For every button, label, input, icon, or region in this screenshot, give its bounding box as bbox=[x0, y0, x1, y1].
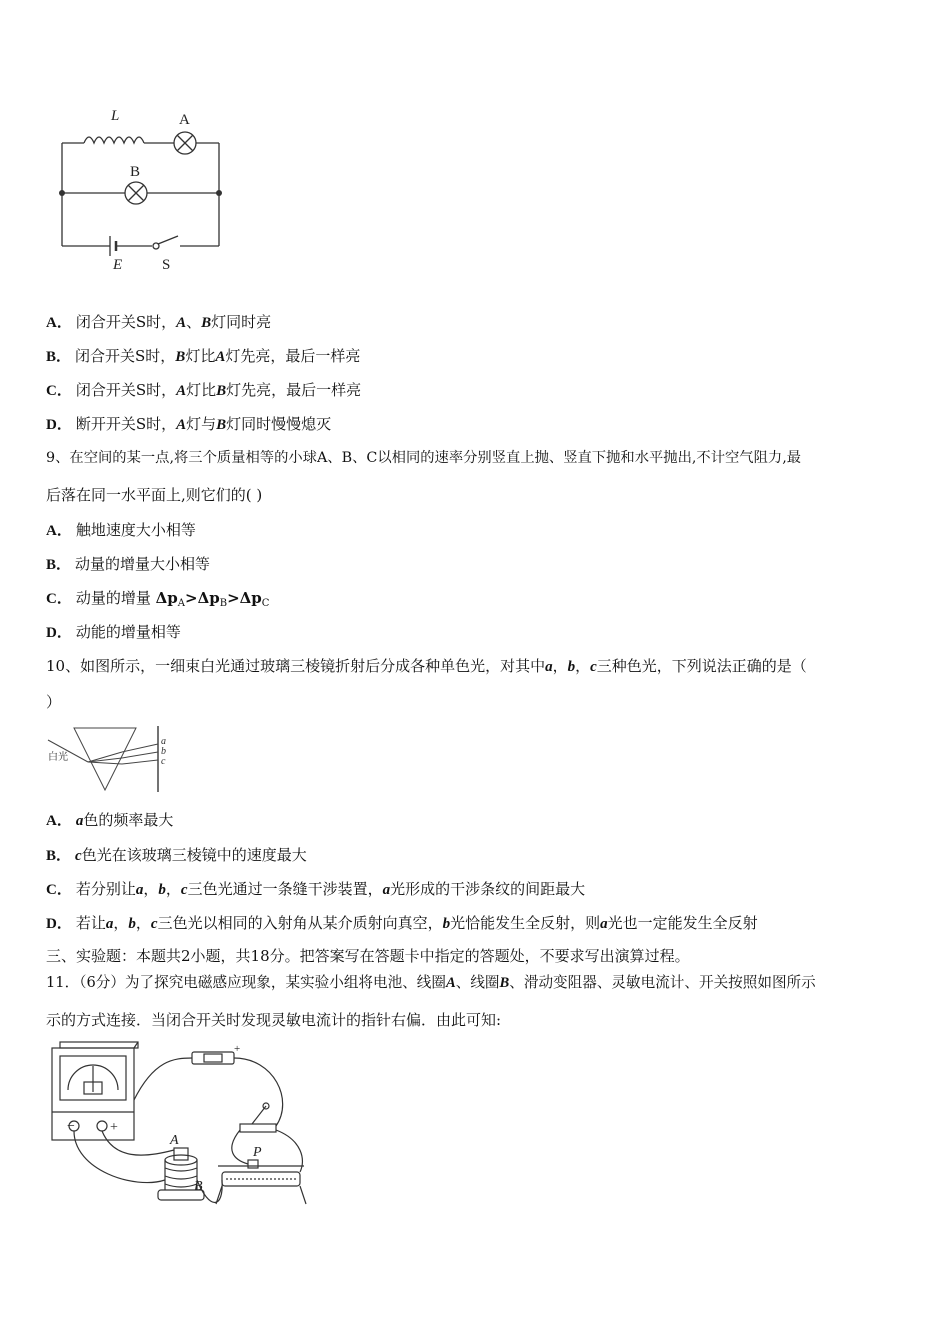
label-battery-plus: + bbox=[234, 1043, 241, 1055]
q9-stem-line2: 后落在同一水平面上,则它们的( ) bbox=[46, 486, 263, 504]
label-b: B bbox=[130, 164, 141, 180]
q11-stem-line2: 示的方式连接．当闭合开关时发现灵敏电流计的指针右偏．由此可知: bbox=[46, 1011, 502, 1029]
galvanometer bbox=[52, 1042, 138, 1140]
label-a: A bbox=[179, 112, 190, 128]
label-ray-b: b bbox=[161, 746, 166, 757]
q10-option-c: C． 若分别让a，b，c三色光通过一条缝干涉装置，a光形成的干涉条纹的间距最大 bbox=[46, 880, 586, 898]
knife-switch bbox=[240, 1103, 276, 1132]
inductor-coil bbox=[84, 137, 144, 143]
circuit-figure-q8 bbox=[44, 98, 234, 278]
label-coil-b: B bbox=[194, 1179, 203, 1194]
q8-option-c: C． 闭合开关S时，A灯比B灯先亮，最后一样亮 bbox=[46, 381, 362, 399]
q10-option-d: D． 若让a，b，c三色光以相同的入射角从某介质射向真空，b光恰能发生全反射，则a光也一定能发生全反射 bbox=[46, 914, 758, 932]
label-coil-a: A bbox=[170, 1133, 179, 1148]
q9-stem-line1: 9、在空间的某一点,将三个质量相等的小球A、B、C以相同的速率分别竖直上抛、竖直下抛和水平抛出,不计空气阻力,最 bbox=[46, 450, 802, 466]
label-ray-c: c bbox=[161, 756, 166, 767]
label-l: L bbox=[111, 108, 120, 124]
q10-stem-line2: ） bbox=[46, 693, 62, 711]
label-ray-a: a bbox=[161, 736, 166, 747]
rheostat bbox=[216, 1160, 306, 1204]
prism-figure-q10 bbox=[44, 722, 174, 797]
label-galv-minus: − bbox=[67, 1119, 75, 1134]
q9-option-b: B． 动量的增量大小相等 bbox=[46, 555, 211, 573]
q9-option-c: C． 动量的增量 $\Delta p_A>\Delta p_B>\Delta p_C$ bbox=[46, 589, 270, 609]
q10-option-b: B． c色光在该玻璃三棱镜中的速度最大 bbox=[46, 846, 307, 864]
q10-stem-line1: 10、如图所示，一细束白光通过玻璃三棱镜折射后分成各种单色光，对其中a，b，c三种色光，下列说法正确的是（ bbox=[46, 657, 807, 675]
label-e: E bbox=[113, 257, 123, 273]
q11-stem-line1: 11．（6分）为了探究电磁感应现象，某实验小组将电池、线圈A、线圈B、滑动变阻器、灵敏电流计、开关按照如图所示 bbox=[46, 974, 816, 991]
label-galv-plus: + bbox=[110, 1120, 118, 1135]
q8-option-d: D． 断开开关S时，A灯与B灯同时慢慢熄灭 bbox=[46, 415, 332, 433]
section-3-heading: 三、实验题：本题共2小题，共18分。把答案写在答题卡中指定的答题处，不要求写出演算过程。 bbox=[46, 947, 690, 965]
battery bbox=[192, 1052, 234, 1064]
label-s: S bbox=[162, 257, 171, 273]
label-slider-p: P bbox=[253, 1145, 262, 1160]
q8-option-b: B． 闭合开关S时，B灯比A灯先亮，最后一样亮 bbox=[46, 347, 361, 365]
q10-option-a: A． a色的频率最大 bbox=[46, 811, 174, 829]
q8-option-a: A． 闭合开关S时，A、B灯同时亮 bbox=[46, 313, 272, 331]
q9-option-a: A． 触地速度大小相等 bbox=[46, 521, 196, 539]
q9-option-d: D． 动能的增量相等 bbox=[46, 623, 181, 641]
label-white-light: 白光 bbox=[48, 752, 68, 763]
apparatus-figure-q11 bbox=[44, 1040, 314, 1220]
